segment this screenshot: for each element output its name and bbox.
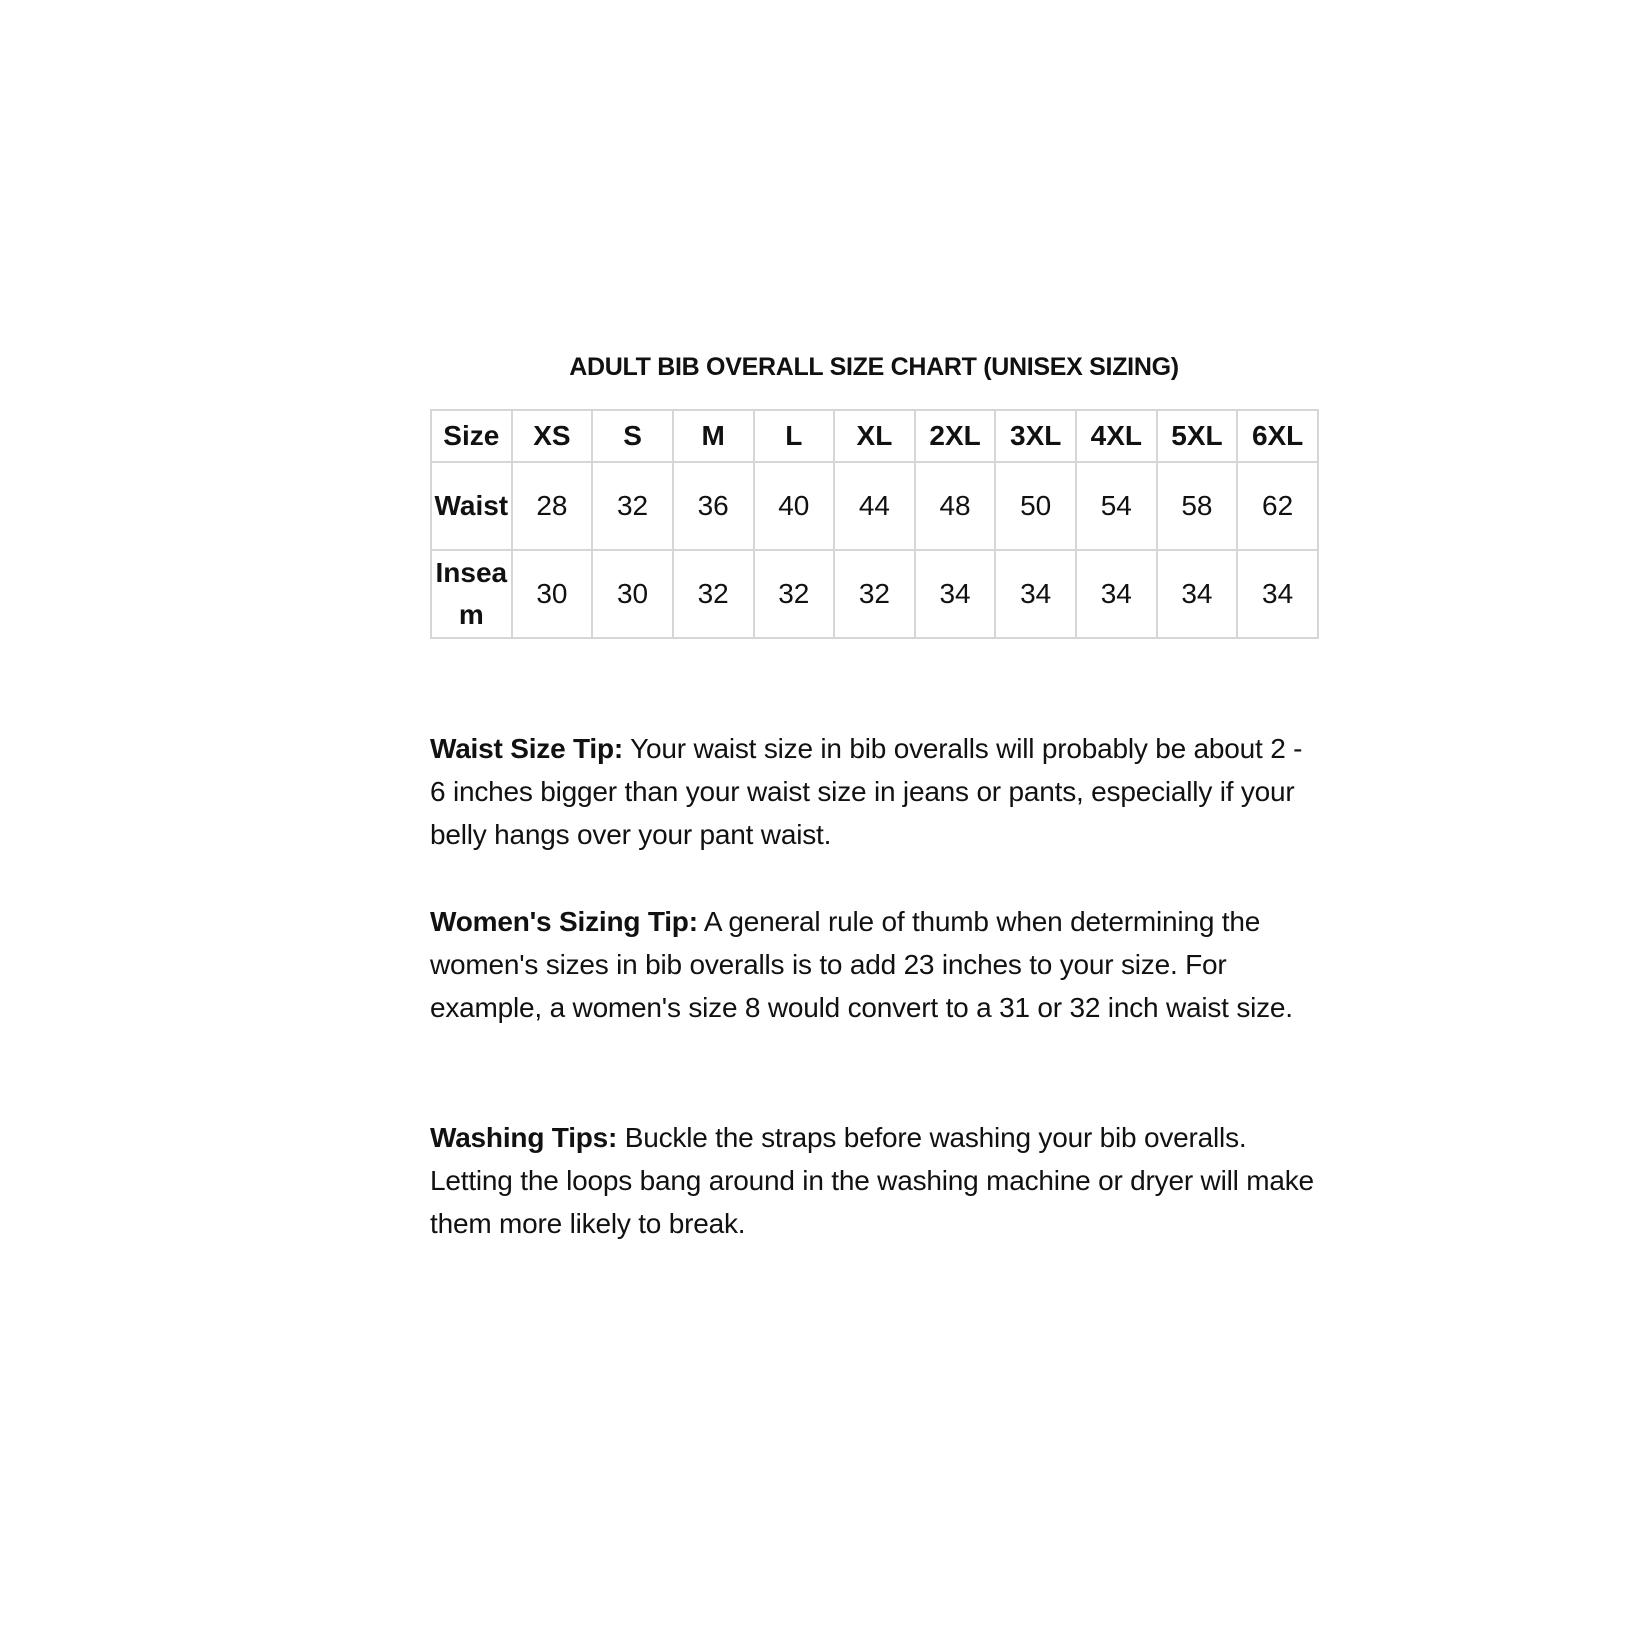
waist-size-tip-text: Your waist size in bib overalls will probably be about 2 - 6 inches bigger than your waist size in jeans or pants, especially if your belly hangs over your pant waist. <box>430 733 1303 850</box>
table-cell: 30 <box>512 550 593 638</box>
header-cell-m: M <box>673 410 754 462</box>
table-row-waist <box>431 462 1318 550</box>
table-cell: 58 <box>1157 462 1238 550</box>
header-cell-3xl: 3XL <box>995 410 1076 462</box>
washing-tips-label: Washing Tips: <box>430 1122 618 1153</box>
table-cell: 34 <box>995 550 1076 638</box>
table-cell: 48 <box>915 462 996 550</box>
washing-tips <box>430 1116 1320 1245</box>
header-cell-6xl: 6XL <box>1237 410 1318 462</box>
table-cell: 30 <box>592 550 673 638</box>
table-cell: 40 <box>754 462 835 550</box>
table-cell: 34 <box>915 550 996 638</box>
womens-sizing-tip-label: Women's Sizing Tip: <box>430 906 698 937</box>
table-cell: 34 <box>1076 550 1157 638</box>
washing-tips-text: Buckle the straps before washing your bib overalls. Letting the loops bang around in the washing machine or dryer will make them more likely to break. <box>430 1122 1314 1239</box>
header-cell-s: S <box>592 410 673 462</box>
table-cell: 54 <box>1076 462 1157 550</box>
header-cell-xl: XL <box>834 410 915 462</box>
header-cell-xs: XS <box>512 410 593 462</box>
womens-sizing-tip-text: A general rule of thumb when determining the women's sizes in bib overalls is to add 23 inches to your size. For example, a women's size 8 would convert to a 31 or 32 inch waist size. <box>430 906 1293 1023</box>
table-cell: 36 <box>673 462 754 550</box>
table-cell: 34 <box>1237 550 1318 638</box>
table-row-inseam <box>431 550 1318 638</box>
table-cell: 34 <box>1157 550 1238 638</box>
header-cell-5xl: 5XL <box>1157 410 1238 462</box>
header-cell-2xl: 2XL <box>915 410 996 462</box>
table-cell: 32 <box>754 550 835 638</box>
waist-size-tip <box>430 727 1320 856</box>
chart-title: ADULT BIB OVERALL SIZE CHART (UNISEX SIZING) <box>569 353 1179 381</box>
table-cell: 32 <box>592 462 673 550</box>
size-chart-table <box>430 409 1319 639</box>
table-cell: 32 <box>673 550 754 638</box>
table-cell: 62 <box>1237 462 1318 550</box>
row-label-inseam: Inseam <box>431 550 512 638</box>
header-cell-size: Size <box>431 410 512 462</box>
table-cell: 28 <box>512 462 593 550</box>
table-cell: 44 <box>834 462 915 550</box>
row-label-waist: Waist <box>431 462 512 550</box>
table-header-row <box>431 410 1318 462</box>
table-cell: 50 <box>995 462 1076 550</box>
waist-size-tip-label: Waist Size Tip: <box>430 733 624 764</box>
table-cell: 32 <box>834 550 915 638</box>
womens-sizing-tip <box>430 900 1320 1029</box>
header-cell-l: L <box>754 410 835 462</box>
header-cell-4xl: 4XL <box>1076 410 1157 462</box>
